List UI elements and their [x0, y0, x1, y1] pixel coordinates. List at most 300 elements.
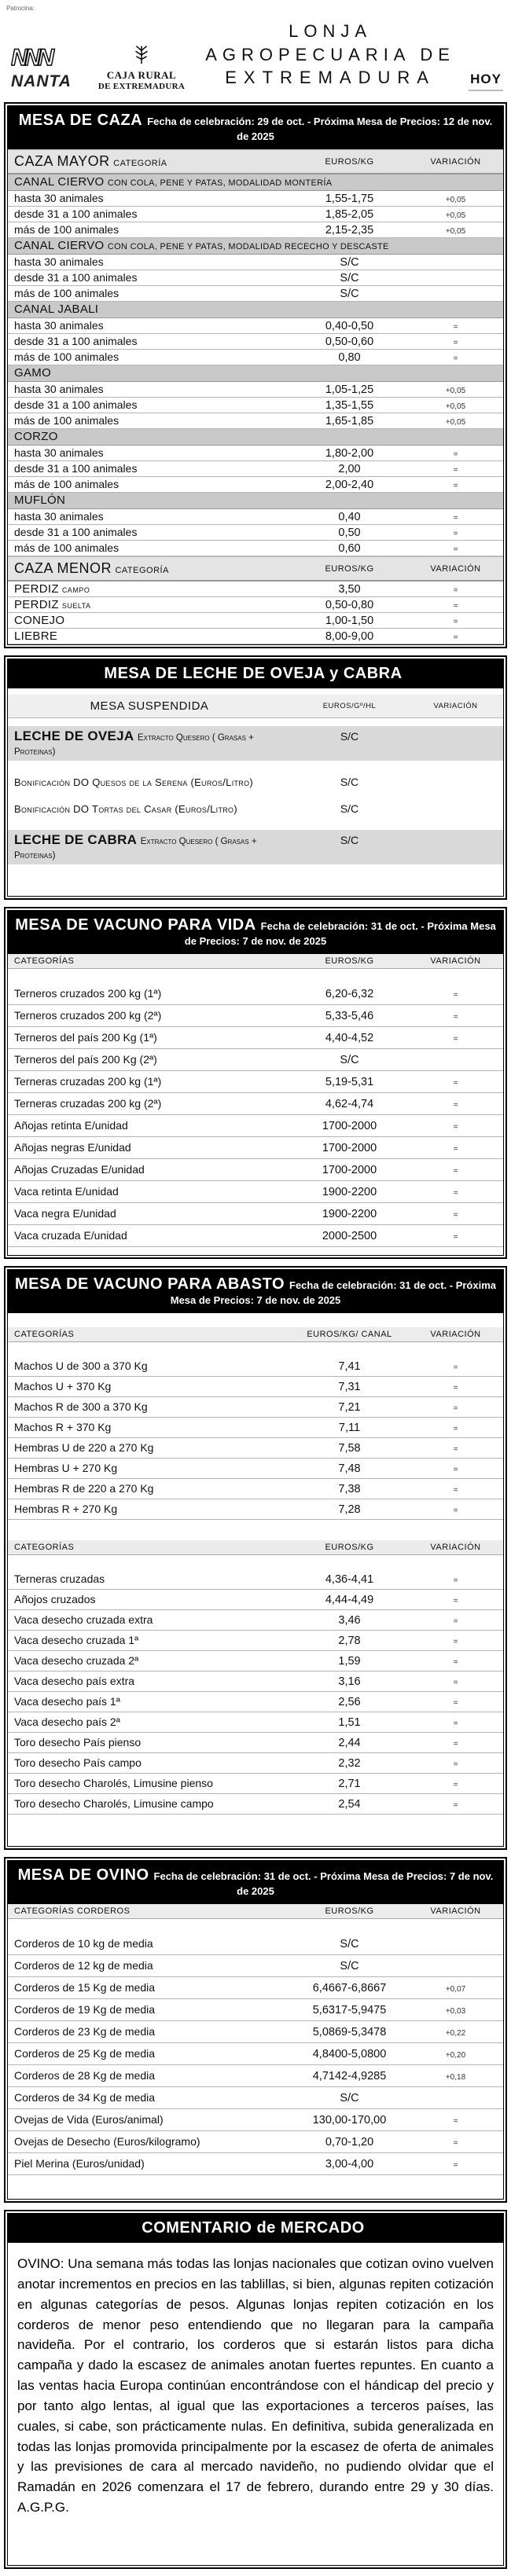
row-variation: = — [453, 1617, 458, 1627]
milk-row-price: S/C — [340, 834, 359, 847]
row-price: 4,7142-4,9285 — [312, 2070, 387, 2083]
row-label: más de 100 animales — [14, 350, 119, 364]
milk-row-price: S/C — [340, 802, 359, 816]
row-price: 1700-2000 — [322, 1164, 377, 1177]
table-row — [8, 1356, 503, 1377]
table-row — [8, 413, 503, 429]
abasto-title-bar — [8, 1270, 503, 1313]
milk-bonus-row — [8, 769, 503, 795]
row-label: Terneros del país 200 Kg (2ª) — [14, 1053, 157, 1066]
row-variation: +0,05 — [445, 402, 466, 412]
row-price: 2,44 — [338, 1737, 361, 1750]
row-label: Vaca desecho país 2ª — [14, 1715, 120, 1729]
caza-mayor-header: CAZA MAYOR CATEGORÍA EUROS/KG VARIACIÓN — [8, 149, 503, 174]
caza-title-bar — [8, 106, 503, 149]
row-price: 0,50-0,60 — [325, 336, 374, 349]
milk-row-sublabel: Extracto Quesero ( Grasas + Proteinas) — [14, 733, 254, 758]
row-variation: = — [453, 1101, 458, 1110]
row-label: Machos U + 370 Kg — [14, 1380, 112, 1393]
row-label: Corderos de 15 Kg de media — [14, 1981, 155, 1994]
mesa-vacuno-vida-section — [4, 907, 507, 1259]
col-euros-kg: EUROS/KG — [325, 563, 374, 574]
milk-main-row — [8, 726, 503, 761]
row-price: 2000-2500 — [322, 1230, 377, 1243]
row-variation: = — [453, 1760, 458, 1770]
row-variation: = — [453, 1384, 458, 1393]
row-price: 0,50 — [338, 527, 361, 540]
table-row — [8, 1005, 503, 1027]
row-price: 4,62-4,74 — [325, 1098, 374, 1111]
table-row — [8, 983, 503, 1005]
row-label: desde 31 a 100 animales — [14, 526, 138, 539]
row-label: Añojas retinta E/unidad — [14, 1119, 128, 1132]
row-price: 3,50 — [338, 583, 361, 596]
row-label: más de 100 animales — [14, 223, 119, 237]
row-price: S/C — [340, 1054, 359, 1067]
row-label: desde 31 a 100 animales — [14, 271, 138, 284]
section-title: COMENTARIO de MERCADO — [142, 2219, 365, 2237]
caza-mayor-table — [8, 174, 503, 556]
group-subtitle: CON COLA, PENE Y PATAS, MODALIDAD MONTERÍA — [107, 178, 333, 189]
row-variation: +0,05 — [445, 196, 466, 205]
row-label: PERDIZ CAMPO — [14, 582, 90, 596]
row-variation: = — [453, 1233, 458, 1242]
row-label: Toro desecho País pienso — [14, 1736, 142, 1749]
row-label: Ovejas de Desecho (Euros/kilogramo) — [14, 2135, 200, 2149]
table-row — [8, 191, 503, 207]
row-variation: = — [453, 1079, 458, 1088]
table-row — [8, 1631, 503, 1651]
row-label: Hembras U + 270 Kg — [14, 1462, 118, 1475]
caza-menor-table — [8, 582, 503, 644]
table-row — [8, 1438, 503, 1459]
row-variation: = — [453, 323, 458, 332]
page-title: LONJA AGROPECUARIA DE EXTREMADURA — [205, 21, 455, 88]
col-variacion: VARIACIÓN — [430, 956, 481, 967]
row-variation: = — [453, 530, 458, 539]
table-row — [8, 1027, 503, 1049]
row-variation: = — [453, 1638, 458, 1647]
row-label: Vaca retinta E/unidad — [14, 1185, 119, 1198]
table-row — [8, 2065, 503, 2087]
milk-row-label: LECHE DE OVEJA — [14, 728, 134, 744]
row-label: Añojos cruzados — [14, 1593, 96, 1606]
row-price: 1,59 — [338, 1655, 361, 1668]
row-label: Machos R + 370 Kg — [14, 1421, 112, 1434]
table-row — [8, 446, 503, 461]
row-label: desde 31 a 100 animales — [14, 462, 138, 475]
table-row — [8, 286, 503, 302]
row-price: 1,05-1,25 — [325, 383, 374, 397]
table-row — [8, 1418, 503, 1438]
row-variation: = — [453, 586, 458, 596]
table-row — [8, 2021, 503, 2043]
row-variation: +0,05 — [445, 211, 466, 221]
group-title: GAMO — [14, 366, 52, 380]
section-subtitle: Fecha de celebración: 29 de oct. - Próxima Mesa de Precios: 12 de nov. de 2025 — [147, 116, 493, 143]
milk-row-price: S/C — [340, 730, 359, 743]
row-variation: = — [453, 1445, 458, 1455]
section-title: MESA DE OVINO — [17, 1866, 149, 1884]
row-sublabel: SUELTA — [61, 602, 91, 611]
row-label: Corderos de 12 kg de media — [14, 1959, 153, 1972]
row-price: 3,46 — [338, 1614, 361, 1627]
table-row — [8, 461, 503, 477]
milk-row-label: Bonificación DO Quesos de la Serena (Euros/Litro) — [14, 776, 254, 789]
section-subtitle: Fecha de celebración: 31 de oct. - Próxima Mesa de Precios: 7 de nov. de 2025 — [153, 1870, 494, 1898]
row-price: 1,55-1,75 — [325, 193, 374, 206]
comentario-section — [4, 2210, 507, 2569]
row-variation: = — [453, 1781, 458, 1790]
row-label: hasta 30 animales — [14, 383, 104, 396]
vida-title-bar — [8, 911, 503, 954]
row-label: Añojas negras E/unidad — [14, 1141, 131, 1154]
row-variation: = — [453, 482, 458, 491]
row-price: 3,00-4,00 — [325, 2158, 374, 2171]
row-price: 7,58 — [338, 1442, 361, 1455]
table-row — [8, 1397, 503, 1418]
row-label: Terneros del país 200 Kg (1ª) — [14, 1031, 157, 1044]
table-row — [8, 525, 503, 541]
table-group-header — [8, 238, 503, 255]
row-price: 2,00-2,40 — [325, 479, 374, 492]
col-categorias: CATEGORÍAS — [14, 1543, 75, 1553]
mesa-vacuno-abasto-section — [4, 1266, 507, 1850]
table-row — [8, 1071, 503, 1093]
row-label: Añojas Cruzadas E/unidad — [14, 1163, 145, 1176]
table-row — [8, 1225, 503, 1247]
table-row — [8, 2109, 503, 2131]
page-header — [0, 3, 511, 102]
table-row — [8, 1753, 503, 1774]
nanta-logo-icon — [11, 45, 75, 70]
row-label: Vaca desecho cruzada 1ª — [14, 1634, 139, 1647]
row-variation: = — [453, 1699, 458, 1708]
col-categorias-corderos: CATEGORÍAS CORDEROS — [14, 1906, 131, 1917]
row-price: 7,48 — [338, 1462, 361, 1476]
row-variation: = — [453, 618, 458, 627]
row-variation: = — [453, 545, 458, 555]
table-row — [8, 1093, 503, 1115]
row-variation: = — [453, 339, 458, 348]
table-row — [8, 1712, 503, 1733]
row-price: 2,54 — [338, 1798, 361, 1811]
row-label: más de 100 animales — [14, 541, 119, 555]
row-variation: +0,05 — [445, 387, 466, 396]
row-price: 0,60 — [338, 542, 361, 556]
table-row — [8, 1137, 503, 1159]
col-variacion: VARIACIÓN — [430, 1330, 481, 1340]
market-commentary: OVINO: Una semana más todas las lonjas nacionales que cotizan ovino vuelven anotar incrementos en precios en las tablillas, si bien, algunas repiten cotización en algunas categorías de pesos. Algunas lonjas repiten cotización en los corderos de menor peso entendiendo que no llegaran para la campaña navideña. Por el contrario, los corderos que si estarán listos para dicha campaña y dado la escasez de animales anotan fuertes repuntes. En cuanto a las ventas hacia Europa continúan encontrándose con el hándicap del precio y por tanto algo lentas, al igual que las exportaciones a terceros países, las cuales, si cabe, son prácticamente nulas. En definitiva, subida generalizada en todas las lonjas promovida principalmente por la escasez de oferta de animales y las previsiones de cara al mercado navideño, no pudiendo olvidar que el Ramadán en 2026 comenzara el 17 de febrero, durando entre 29 y 30 días. A.G.P.G. — [17, 2256, 494, 2515]
row-price: 1900-2200 — [322, 1208, 377, 1221]
table-group-header — [8, 493, 503, 509]
row-variation: +0,03 — [445, 2007, 466, 2016]
table-row — [8, 1479, 503, 1499]
row-price: 1,65-1,85 — [325, 415, 374, 428]
caza-menor-header: CAZA MENOR CATEGORÍA EUROS/KG VARIACIÓN — [8, 556, 503, 582]
row-price: S/C — [340, 2092, 359, 2105]
mesa-de-caza-section — [4, 102, 507, 648]
table-row — [8, 1933, 503, 1955]
col-euros-grado-hl: EUROS/Gº/HL — [322, 702, 377, 711]
row-label: Corderos de 23 Kg de media — [14, 2025, 155, 2038]
col-categorias: CATEGORÍAS — [14, 956, 75, 967]
milk-bonus-row — [8, 795, 503, 822]
row-label: Corderos de 34 Kg de media — [14, 2091, 155, 2104]
row-label: Hembras R + 270 Kg — [14, 1503, 118, 1516]
table-row — [8, 509, 503, 525]
vida-table — [8, 983, 503, 1247]
row-label: más de 100 animales — [14, 414, 119, 427]
row-price: 7,41 — [338, 1360, 361, 1374]
row-variation: +0,05 — [445, 227, 466, 237]
section-title: MESA DE VACUNO PARA VIDA — [15, 916, 256, 934]
table-row — [8, 1794, 503, 1815]
table-row — [8, 1733, 503, 1753]
row-label: Piel Merina (Euros/unidad) — [14, 2157, 145, 2171]
row-price: 4,8400-5,0800 — [312, 2048, 387, 2061]
col-euros-kg: EUROS/KG — [325, 1906, 374, 1917]
mesa-suspendida-label: MESA SUSPENDIDA — [90, 699, 209, 714]
row-variation: = — [453, 1486, 458, 1495]
row-variation: = — [453, 1363, 458, 1373]
row-price: 4,36-4,41 — [325, 1573, 374, 1587]
row-price: S/C — [340, 1938, 359, 1951]
row-variation: = — [453, 1035, 458, 1044]
row-label: hasta 30 animales — [14, 255, 104, 269]
table-row — [8, 2043, 503, 2065]
row-label: LIEBRE — [14, 629, 58, 644]
section-title: MESA DE VACUNO PARA ABASTO — [14, 1275, 285, 1294]
row-variation: = — [453, 1425, 458, 1434]
table-row — [8, 1977, 503, 1999]
row-label: Vaca desecho cruzada 2ª — [14, 1654, 139, 1668]
table-group-header — [8, 365, 503, 382]
abasto-table-vivo — [8, 1569, 503, 1815]
row-label: Corderos de 25 Kg de media — [14, 2047, 155, 2060]
row-label: Machos U de 300 a 370 Kg — [14, 1360, 148, 1373]
abasto-header-vivo — [8, 1540, 503, 1555]
row-variation: = — [453, 2139, 458, 2149]
row-price: 2,78 — [338, 1635, 361, 1648]
group-title: CANAL CIERVO — [14, 239, 105, 253]
row-price: 2,56 — [338, 1696, 361, 1709]
row-price: 1,35-1,55 — [325, 399, 374, 413]
table-row — [8, 1610, 503, 1631]
row-label: Terneras cruzadas 200 kg (1ª) — [14, 1075, 162, 1088]
row-label: hasta 30 animales — [14, 319, 104, 332]
row-label: Hembras R de 220 a 270 Kg — [14, 1482, 154, 1495]
row-price: S/C — [340, 272, 359, 285]
row-variation: = — [453, 991, 458, 1000]
row-label: más de 100 animales — [14, 287, 119, 300]
row-price: 1900-2200 — [322, 1186, 377, 1199]
section-subtitle: Fecha de celebración: 31 de oct. - Próxima Mesa de Precios: 7 de nov. de 2025 — [170, 1279, 496, 1307]
row-label: Ovejas de Vida (Euros/animal) — [14, 2113, 164, 2126]
row-label: Toro desecho Charolés, Limusine campo — [14, 1797, 214, 1811]
col-variacion: VARIACIÓN — [430, 156, 481, 167]
row-variation: = — [453, 1719, 458, 1729]
table-row — [8, 1774, 503, 1794]
table-row — [8, 1181, 503, 1203]
row-variation: = — [453, 450, 458, 460]
table-row — [8, 270, 503, 286]
row-price: 0,80 — [338, 351, 361, 365]
row-label: CONEJO — [14, 614, 65, 628]
table-row — [8, 1499, 503, 1520]
row-price: 1,80-2,00 — [325, 447, 374, 461]
row-price: 6,4667-6,8667 — [312, 1982, 387, 1995]
row-variation: = — [453, 1658, 458, 1668]
table-row — [8, 255, 503, 270]
row-price: 0,40-0,50 — [325, 320, 374, 333]
row-label: PERDIZ SUELTA — [14, 598, 91, 612]
row-label: Vaca desecho cruzada extra — [14, 1613, 153, 1627]
row-variation: = — [453, 2117, 458, 2126]
row-label: Terneros cruzados 200 kg (2ª) — [14, 1009, 162, 1022]
caja-rural-line2: DE EXTREMADURA — [97, 82, 186, 92]
row-variation: = — [453, 1404, 458, 1414]
row-price: 1700-2000 — [322, 1120, 377, 1133]
row-label: Corderos de 19 Kg de media — [14, 2003, 155, 2016]
row-label: hasta 30 animales — [14, 510, 104, 523]
ovino-title-bar — [8, 1861, 503, 1904]
row-price: 6,20-6,32 — [325, 988, 374, 1001]
col-euros-kg: EUROS/KG — [325, 156, 374, 167]
table-row — [8, 613, 503, 629]
row-label: desde 31 a 100 animales — [14, 398, 138, 412]
row-label: Corderos de 28 Kg de media — [14, 2069, 155, 2082]
row-variation: = — [453, 514, 458, 523]
row-sublabel: CAMPO — [61, 586, 90, 595]
row-label: más de 100 animales — [14, 478, 119, 491]
row-label: Terneras cruzadas 200 kg (2ª) — [14, 1097, 162, 1110]
caja-rural-line1: CAJA RURAL — [106, 69, 177, 82]
table-row — [8, 597, 503, 613]
row-variation: = — [453, 1466, 458, 1475]
milk-main-row — [8, 830, 503, 864]
row-price: S/C — [340, 256, 359, 270]
mesa-de-leche-section — [4, 655, 507, 900]
row-variation: +0,22 — [445, 2029, 466, 2038]
row-price: 2,71 — [338, 1778, 361, 1791]
row-variation: = — [453, 1576, 458, 1586]
row-variation: = — [453, 1123, 458, 1132]
table-row — [8, 541, 503, 556]
nanta-logo — [11, 45, 83, 91]
row-label: Vaca desecho país extra — [14, 1675, 135, 1688]
row-variation: +0,05 — [445, 418, 466, 427]
table-row — [8, 207, 503, 222]
abasto-table-canal — [8, 1356, 503, 1520]
leche-table — [8, 726, 503, 864]
col-variacion: VARIACIÓN — [430, 1543, 481, 1553]
caja-rural-logo — [91, 43, 192, 91]
milk-row-price: S/C — [340, 776, 359, 789]
row-price: 5,33-5,46 — [325, 1010, 374, 1023]
row-price: 4,44-4,49 — [325, 1594, 374, 1607]
ovino-header — [8, 1904, 503, 1919]
table-row — [8, 1692, 503, 1712]
row-variation: = — [453, 1597, 458, 1606]
row-price: S/C — [340, 288, 359, 301]
table-group-header — [8, 429, 503, 446]
row-variation: = — [453, 1145, 458, 1154]
row-variation: = — [453, 1801, 458, 1811]
row-price: 1,51 — [338, 1716, 361, 1730]
wheat-icon — [131, 43, 153, 65]
row-variation: = — [453, 602, 458, 611]
row-price: 1,00-1,50 — [325, 615, 374, 628]
table-row — [8, 1459, 503, 1479]
row-variation: = — [453, 1740, 458, 1749]
table-row — [8, 1955, 503, 1977]
row-variation: = — [453, 1189, 458, 1198]
row-price: S/C — [340, 1960, 359, 1973]
row-price: 130,00-170,00 — [312, 2114, 387, 2127]
table-row — [8, 382, 503, 398]
group-title: MUFLÓN — [14, 494, 66, 508]
table-row — [8, 398, 503, 413]
table-row — [8, 2153, 503, 2175]
row-price: 5,6317-5,9475 — [312, 2004, 387, 2017]
comentario-title-bar — [8, 2214, 503, 2243]
abasto-header-canal — [8, 1327, 503, 1342]
table-row — [8, 477, 503, 493]
col-euros-kg-canal: EUROS/KG/ CANAL — [307, 1330, 392, 1340]
vida-header — [8, 954, 503, 969]
row-label: desde 31 a 100 animales — [14, 207, 138, 221]
table-row — [8, 1999, 503, 2021]
row-variation: +0,18 — [445, 2073, 466, 2082]
table-row — [8, 1203, 503, 1225]
milk-row-label: LECHE DE CABRA — [14, 832, 138, 848]
col-variacion: VARIACIÓN — [430, 1906, 481, 1917]
row-price: 0,70-1,20 — [325, 2136, 374, 2149]
row-price: 7,11 — [338, 1422, 361, 1435]
ovino-table — [8, 1933, 503, 2175]
svg-text:NNN: NNN — [11, 45, 50, 71]
row-variation: = — [453, 354, 458, 364]
row-variation: = — [453, 1013, 458, 1022]
row-label: Vaca cruzada E/unidad — [14, 1229, 127, 1242]
row-price: 2,15-2,35 — [325, 224, 374, 237]
col-euros-kg: EUROS/KG — [325, 1543, 374, 1553]
table-row — [8, 629, 503, 644]
milk-row-sublabel: Extracto Quesero ( Grasas + Proteinas) — [14, 837, 257, 861]
table-row — [8, 2087, 503, 2109]
table-row — [8, 1671, 503, 1692]
col-variacion: VARIACIÓN — [430, 563, 481, 574]
section-subtitle: Fecha de celebración: 31 de oct. - Próxima Mesa de Precios: 7 de nov. de 2025 — [184, 920, 496, 948]
table-row — [8, 1651, 503, 1671]
table-row — [8, 318, 503, 334]
milk-row-label: Bonificación DO Tortas del Casar (Euros/Litro) — [14, 803, 237, 816]
table-row — [8, 350, 503, 365]
row-price: 5,0869-5,3478 — [312, 2026, 387, 2039]
row-price: 1700-2000 — [322, 1142, 377, 1155]
row-price: 7,28 — [338, 1503, 361, 1517]
row-label: Vaca desecho país 1ª — [14, 1695, 120, 1708]
row-variation: = — [453, 2161, 458, 2171]
row-price: 2,00 — [338, 463, 361, 476]
table-row — [8, 1159, 503, 1181]
group-subtitle: CON COLA, PENE Y PATAS, MODALIDAD RECECHO Y DESCASTE — [107, 242, 389, 252]
table-row — [8, 1377, 503, 1397]
nanta-wordmark: NANTA — [11, 72, 72, 91]
row-variation: = — [453, 1506, 458, 1516]
row-price: 7,38 — [338, 1483, 361, 1496]
